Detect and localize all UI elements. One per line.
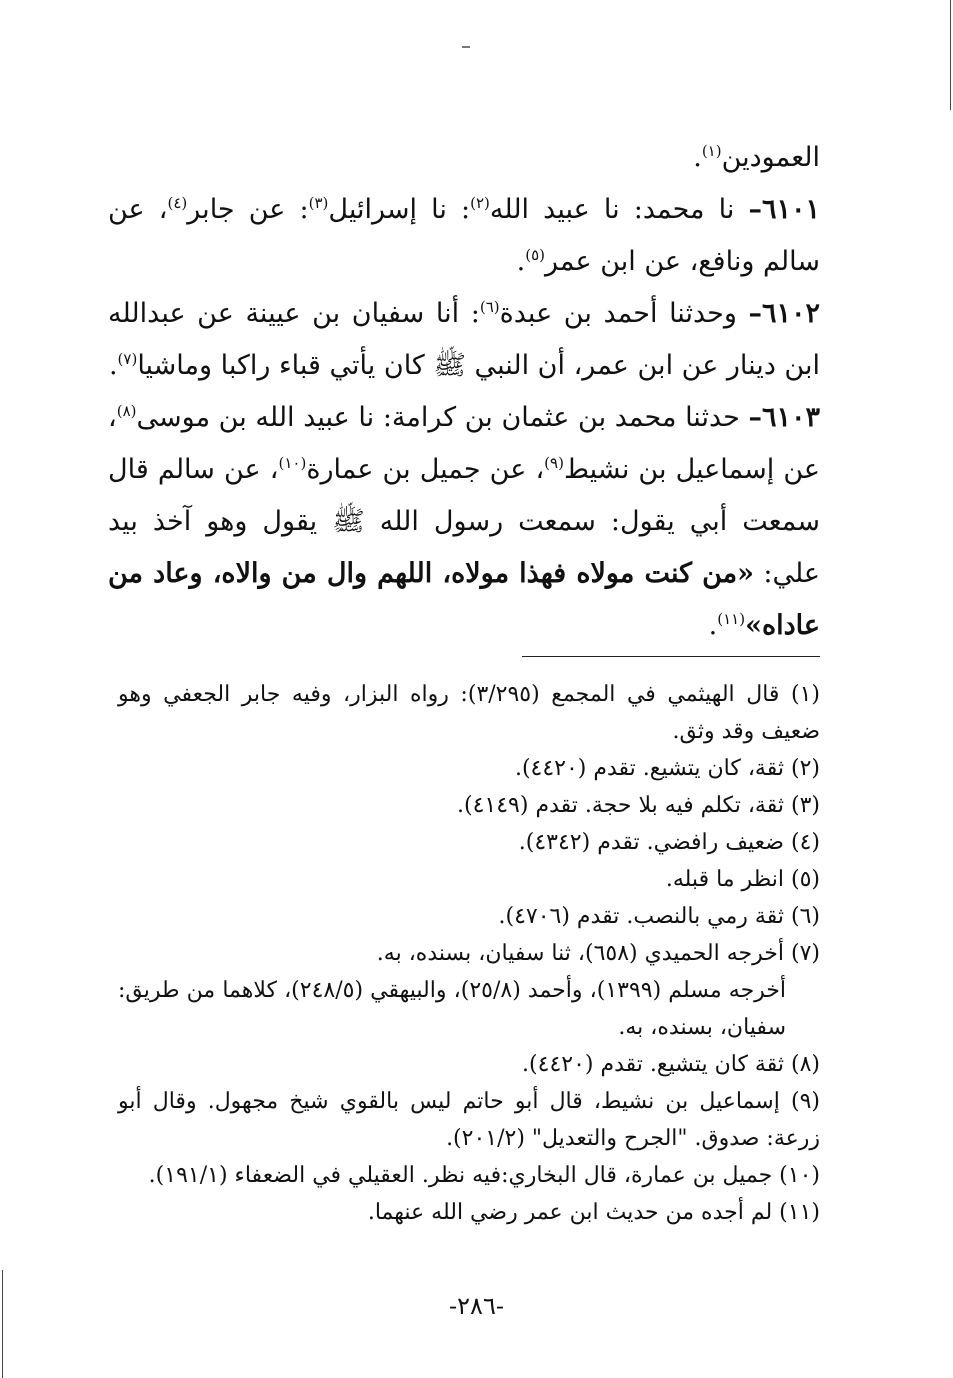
hadith-text: : نا إسرائيل [328,194,471,225]
footnote-ref: (٣) [308,194,329,212]
footnote-number: (١١) [779,1200,820,1225]
hadith-6101 [108,184,820,288]
footnote-number: (٩) [790,1089,820,1114]
footnote-text: ضعيف رافضي. تقدم (٤٣٤٢). [518,830,784,855]
footnote-text: قال الهيثمي في المجمع (٣/٢٩٥): رواه البزار، وفيه جابر الجعفي وهو ضعيف وقد وثق. [118,682,820,744]
hadith-text: نا محمد: نا عبيد الله [489,194,749,225]
footnote-number: (٦) [790,904,820,929]
footnote-text: ثقة رمي بالنصب. تقدم (٤٧٠٦). [498,904,784,929]
footnote [118,861,820,898]
hadith-text: ، عن سالم قال سمعت أبي يقول: سمعت رسول الله ﷺ يقول وهو آخذ بيد علي: [108,454,820,589]
footnote-ref: (٨) [116,402,137,420]
footnote-text: انظر ما قبله. [665,867,784,892]
scan-mark [462,46,470,48]
hadith-text: ، عن جميل بن عمارة [306,454,545,485]
hadith-text: حدثنا محمد بن عثمان بن كرامة: نا عبيد الله بن موسى [136,402,749,433]
footnote-number: (٥) [790,867,820,892]
footnote-ref: (١١) [717,610,746,628]
hadith-text: . [516,246,526,277]
hadith-text: ، عن سالم ونافع، عن ابن عمر [108,194,820,277]
footnote-ref: (١) [701,142,722,160]
hadith-text: : أنا سفيان بن عيينة عن عبدالله ابن دينار عن ابن عمر، أن النبي ﷺ كان يأتي قباء راكبا وماشيا [108,298,820,381]
hadith-text: ، عن إسماعيل بن نشيط [108,402,821,485]
footnote [118,898,820,935]
hadith-number: ٦١٠١ [761,194,820,225]
footnote-ref: (٧) [117,350,138,368]
footnote-number: (٣) [790,793,820,818]
footnote-number: (١٠) [779,1163,820,1188]
hadith-6102 [108,288,820,392]
hadith-dash: – [748,298,762,329]
footnotes [118,676,820,1231]
hadith-text: وحدثنا أحمد بن عبدة [499,298,749,329]
opening-text: العمودين [721,142,820,173]
hadith-number: ٦١٠٢ [761,298,820,329]
footnote-ref: (٥) [525,246,545,264]
footnote-ref: (٩) [544,454,564,472]
page-number: -٢٨٦- [449,1292,504,1320]
footnote-text: إسماعيل بن نشيط، قال أبو حاتم ليس بالقوي شيخ مجهول. وقال أبو زرعة: صدوق. "الجرح والتعديل" (٢٠١/٢). [118,1089,820,1151]
footnote-text: أخرجه مسلم (١٣٩٩)، وأحمد (٢٥/٨)، والبيهقي (٢٤٨/٥)، كلاهما من طريق: سفيان، بسنده، به. [118,978,787,1040]
footnote-text: لم أجده من حديث ابن عمر رضي الله عنهما. [367,1200,773,1225]
footnote [118,787,820,824]
hadith-dash: – [748,194,762,225]
footnote-ref: (٤) [167,194,188,212]
footnote [118,1046,820,1083]
footnote-text: أخرجه الحميدي (٦٥٨)، ثنا سفيان، بسنده، به. [376,941,784,966]
footnote [118,1083,820,1157]
footnote [118,676,820,750]
footnote-separator [522,656,820,657]
footnote-ref: (٦) [479,298,500,316]
footnote [118,1157,820,1194]
footnote-number: (١) [790,682,820,707]
footnote-number: (٧) [790,941,820,966]
footnote-text: ثقة، كان يتشيع. تقدم (٤٤٢٠). [514,756,784,781]
footnote [118,824,820,861]
scan-edge-right [950,0,951,110]
hadith-number: ٦١٠٣ [761,402,820,433]
hadith-dash: – [748,402,762,433]
footnote-text: جميل بن عمارة، قال البخاري:فيه نظر. العقيلي في الضعفاء (١٩١/١). [148,1163,773,1188]
hadith-text: . [108,350,118,381]
opening-line [108,132,820,184]
main-text [108,132,820,652]
hadith-6103 [108,392,820,652]
scan-edge-left [2,1270,3,1378]
footnote-number: (٤) [790,830,820,855]
hadith-quote: «من كنت مولاه فهذا مولاه، اللهم وال من والاه، وعاد من عاداه» [108,558,820,641]
hadith-text: . [708,610,718,641]
footnote [118,750,820,787]
footnote-continuation [118,972,820,1046]
footnote [118,1194,820,1231]
footnote-number: (٨) [790,1052,820,1077]
opening-end: . [693,142,702,173]
hadith-text: : عن جابر [187,194,309,225]
footnote-ref: (٢) [470,194,490,212]
footnote-ref: (١٠) [278,454,307,472]
footnote-text: ثقة كان يتشيع. تقدم (٤٤٢٠). [522,1052,784,1077]
footnote-text: ثقة، تكلم فيه بلا حجة. تقدم (٤١٤٩). [457,793,784,818]
footnote [118,935,820,972]
footnote-number: (٢) [790,756,820,781]
